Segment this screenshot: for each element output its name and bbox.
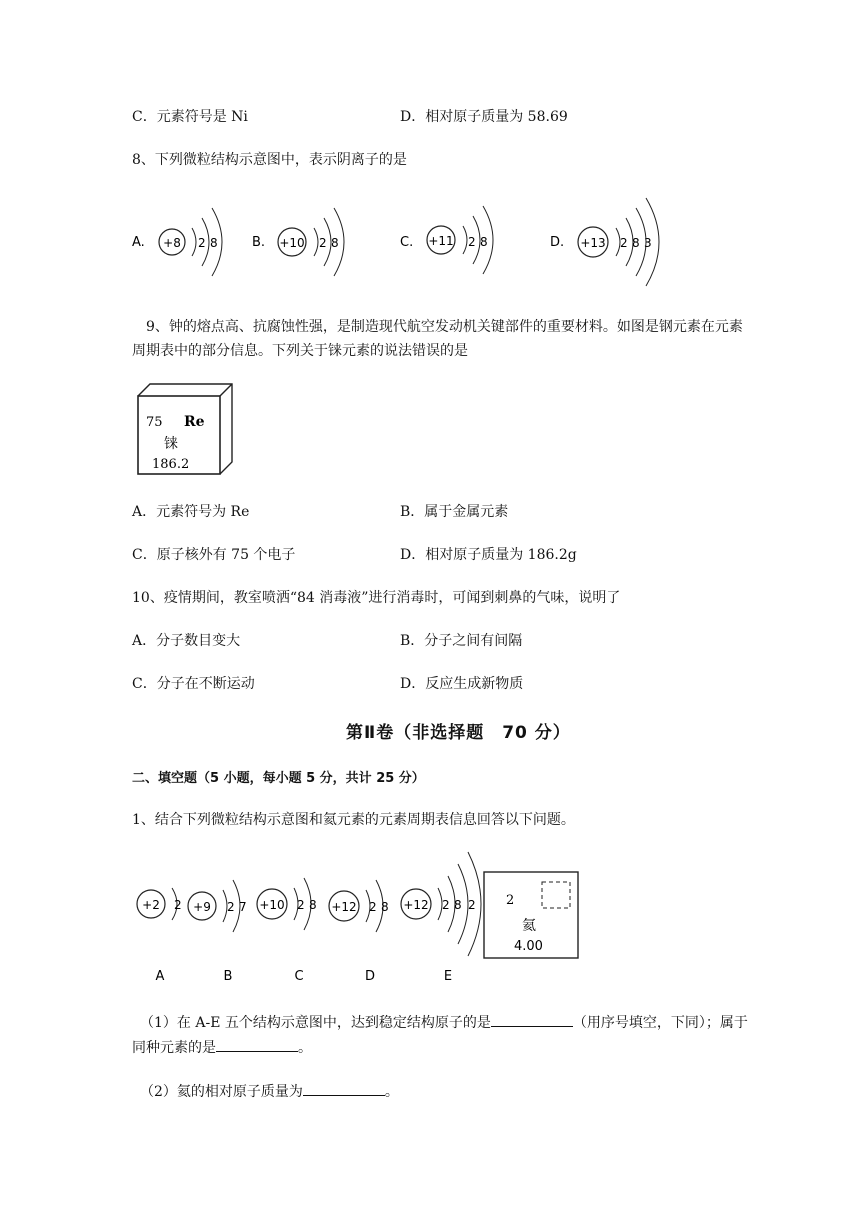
q7-option-c: C．元素符号是 Ni <box>132 109 248 125</box>
q8-diagram-b-nucleus: +10 <box>279 236 305 250</box>
fq1-diagram-a <box>137 888 182 984</box>
q10-option-b: B．分子之间有间隔 <box>400 633 523 649</box>
q9-element-number: 75 <box>146 415 163 430</box>
q8-stem: 8、下列微粒结构示意图中，表示阴离子的是 <box>132 152 407 168</box>
q9-element-mass: 186.2 <box>152 457 190 472</box>
q8-diagram-b <box>252 208 344 276</box>
q8-diagram-d-shell1: 2 <box>620 236 628 250</box>
section-subtitle: 二、填空题（5 小题，每小题 5 分，共计 25 分） <box>132 771 425 786</box>
fq1-diagram-b-shell2: 7 <box>239 900 247 914</box>
fq1-sub1-line1 <box>140 1012 748 1032</box>
q10-stem: 10、疫情期间，教室喷洒“84 消毒液”进行消毒时，可闻到刺鼻的气味，说明了 <box>132 590 621 606</box>
q10-option-d: D．反应生成新物质 <box>400 676 524 692</box>
fq1-element-name: 氦 <box>522 918 536 934</box>
q9-option-b: B．属于金属元素 <box>400 504 509 520</box>
q8-diagram-c-shell1: 2 <box>468 235 476 249</box>
fq1-element-number: 2 <box>506 893 515 908</box>
q8-diagram-c <box>400 206 493 274</box>
q8-diagram-a-letter: A. <box>132 235 145 250</box>
q8-diagram-a <box>132 208 222 276</box>
fq1-stem: 1、结合下列微粒结构示意图和氦元素的元素周期表信息回答以下问题。 <box>132 812 575 828</box>
fq1-diagram-e-shell2: 8 <box>454 898 462 912</box>
fq1-diagram-d <box>329 880 389 984</box>
fq1-diagram-b-label: B <box>223 969 233 984</box>
q9-option-d: D．相对原子质量为 186.2g <box>400 547 577 563</box>
q8-diagram-d-letter: D. <box>550 235 565 250</box>
fq1-sub1-part2: （用序号填空，下同）；属于 <box>572 1015 748 1031</box>
fq1-diagram-c-label: C <box>294 969 304 984</box>
fq1-sub2-text: （2）氦的相对原子质量为 <box>140 1084 303 1100</box>
q9-element-box <box>136 382 236 478</box>
fq1-diagram-d-shell1: 2 <box>369 900 377 914</box>
fq1-sub1-line2 <box>132 1037 312 1057</box>
fq1-diagram-a-shell1: 2 <box>174 898 182 912</box>
q10-option-c: C．分子在不断运动 <box>132 676 255 692</box>
fq1-diagram-c-shell2: 8 <box>309 898 317 912</box>
q9-element-symbol: Re <box>184 414 205 430</box>
fq1-diagram-c-nucleus: +10 <box>259 898 285 912</box>
fq1-element-box <box>484 872 578 958</box>
q8-diagram-d <box>550 198 659 286</box>
fq1-diagram-a-label: A <box>155 969 165 984</box>
fq1-diagrams <box>130 848 590 988</box>
q8-diagram-b-letter: B. <box>252 235 266 250</box>
q7-option-d: D．相对原子质量为 58.69 <box>400 109 568 125</box>
fq1-diagram-e-shell1: 2 <box>442 898 450 912</box>
q9-stem-line2: 周期表中的部分信息。下列关于铼元素的说法错误的是 <box>132 343 468 359</box>
fq1-sub2-blank[interactable] <box>303 1082 385 1096</box>
q10-option-a: A．分子数目变大 <box>132 633 241 649</box>
fq1-diagram-e-label: E <box>443 969 453 984</box>
fq1-diagram-d-nucleus: +12 <box>331 900 357 914</box>
q8-diagram-b-shell2: 8 <box>331 236 339 250</box>
q8-diagram-d-shell3: 3 <box>644 236 652 250</box>
q8-diagram-c-letter: C. <box>400 235 414 250</box>
q8-diagram-a-nucleus: +8 <box>163 236 181 250</box>
q8-diagram-b-shell1: 2 <box>319 236 327 250</box>
fq1-diagram-d-label: D <box>364 969 376 984</box>
fq1-sub1-part1: （1）在 A-E 五个结构示意图中，达到稳定结构原子的是 <box>140 1015 491 1031</box>
fq1-sub2-end: 。 <box>384 1084 399 1100</box>
fq1-sub1-blank1[interactable] <box>491 1013 573 1027</box>
fq1-sub1-blank2[interactable] <box>216 1038 298 1052</box>
fq1-diagram-e <box>401 852 481 984</box>
q8-diagram-a-shell1: 2 <box>198 236 206 250</box>
q8-diagram-c-shell2: 8 <box>480 235 488 249</box>
q8-diagram-a-shell2: 8 <box>210 236 218 250</box>
fq1-element-mass: 4.00 <box>514 939 543 954</box>
q8-diagrams <box>130 190 690 290</box>
fq1-sub1-line2-text: 同种元素的是 <box>132 1040 216 1056</box>
fq1-diagram-c-shell1: 2 <box>297 898 305 912</box>
fq1-diagram-a-nucleus: +2 <box>142 898 160 912</box>
fq1-diagram-b-shell1: 2 <box>227 900 235 914</box>
section-title: 第Ⅱ卷（非选择题 70 分） <box>346 723 571 743</box>
fq1-sub2 <box>140 1081 399 1101</box>
fq1-diagram-c <box>257 878 317 984</box>
fq1-diagram-b <box>188 880 247 984</box>
q8-diagram-d-nucleus: +13 <box>580 236 606 250</box>
q9-option-a: A．元素符号为 Re <box>132 504 250 520</box>
fq1-diagram-e-shell3: 2 <box>468 898 476 912</box>
q8-diagram-d-shell2: 8 <box>632 236 640 250</box>
fq1-sub1-end: 。 <box>298 1040 312 1056</box>
q9-option-c: C．原子核外有 75 个电子 <box>132 547 296 563</box>
fq1-diagram-d-shell2: 8 <box>381 900 389 914</box>
q9-element-name: 铼 <box>164 436 178 452</box>
q8-diagram-c-nucleus: +11 <box>428 234 454 248</box>
q9-stem-line1: 9、钟的熔点高、抗腐蚀性强，是制造现代航空发动机关键部件的重要材料。如图是钢元素在元素 <box>146 319 743 335</box>
fq1-diagram-e-nucleus: +12 <box>403 898 429 912</box>
fq1-diagram-b-nucleus: +9 <box>193 900 211 914</box>
